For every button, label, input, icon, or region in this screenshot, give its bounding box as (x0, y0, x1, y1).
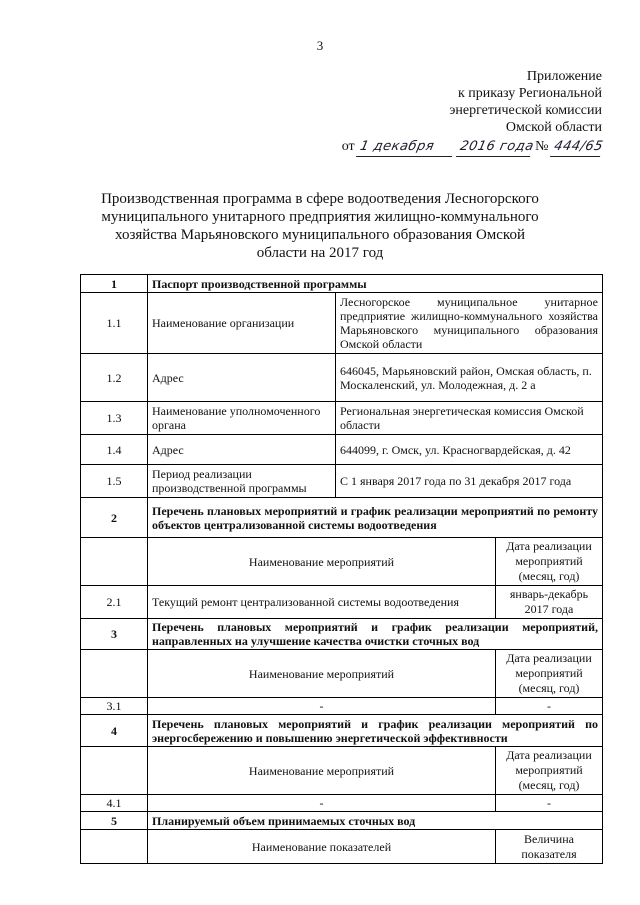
page-number: 3 (316, 38, 324, 53)
table-row (81, 402, 603, 435)
program-table (80, 274, 603, 864)
section-number: 3 (81, 619, 148, 650)
column-header-row (81, 830, 603, 864)
table-row (81, 465, 603, 498)
section-number: 2 (81, 498, 148, 538)
row-name: - (148, 795, 496, 812)
row-value: С 1 января 2017 года по 31 декабря 2017 года (336, 465, 603, 498)
column-header-name: Наименование мероприятий (148, 650, 496, 698)
appendix-line: к приказу Региональной (457, 86, 602, 101)
section-title: Перечень плановых мероприятий и график реализации мероприятий, направленных на улучшение качества очистки сточных вод (148, 619, 603, 650)
column-header-date: Дата реализации мероприятий (месяц, год) (496, 650, 603, 698)
table-row (81, 435, 603, 465)
row-number: 3.1 (81, 698, 148, 715)
table-row (81, 795, 603, 812)
column-header-row (81, 650, 603, 698)
section-header-row (81, 498, 603, 538)
appendix-line: энергетической комиссии (449, 103, 602, 118)
column-header-value: Величина показателя (496, 830, 603, 864)
row-label: Наименование организации (148, 293, 336, 354)
row-number: 1.5 (81, 465, 148, 498)
row-date: - (496, 698, 603, 715)
row-date: январь-декабрь 2017 года (496, 586, 603, 619)
row-date: - (496, 795, 603, 812)
empty-cell (81, 747, 148, 795)
row-label: Адрес (148, 435, 336, 465)
row-number: 1.4 (81, 435, 148, 465)
table-row (81, 698, 603, 715)
row-label: Адрес (148, 354, 336, 402)
column-header-name: Наименование показателей (148, 830, 496, 864)
empty-cell (81, 650, 148, 698)
handwritten-date: 1 декабря (356, 138, 456, 157)
table-row (81, 354, 603, 402)
appendix-line: Омской области (505, 120, 602, 135)
row-value: Региональная энергетическая комиссия Омской области (336, 402, 603, 435)
column-header-date: Дата реализации мероприятий (месяц, год) (496, 538, 603, 586)
row-number: 1.2 (81, 354, 148, 402)
section-number: 1 (81, 275, 148, 293)
table-row (81, 293, 603, 354)
row-number: 4.1 (81, 795, 148, 812)
order-prefix: от (341, 139, 355, 154)
section-title: Перечень плановых мероприятий и график реализации мероприятий по ремонту объектов централизованной системы водоотведения (148, 498, 603, 538)
row-value: 644099, г. Омск, ул. Красногвардейская, д. 42 (336, 435, 603, 465)
column-header-name: Наименование мероприятий (148, 538, 496, 586)
row-label: Период реализации производственной программы (148, 465, 336, 498)
column-header-date: Дата реализации мероприятий (месяц, год) (496, 747, 603, 795)
row-number: 1.3 (81, 402, 148, 435)
row-number: 2.1 (81, 586, 148, 619)
row-label: Наименование уполномоченного органа (148, 402, 336, 435)
section-title: Планируемый объем принимаемых сточных вод (148, 812, 603, 830)
document-title: Производственная программа в сфере водоотведения Лесногорского муниципального унитарного предприятия жилищно-коммунального хозяйства Марьяновского муниципального образования Омской области на 2017 год (101, 191, 539, 261)
empty-cell (81, 830, 148, 864)
appendix-block (449, 68, 602, 136)
section-title: Паспорт производственной программы (148, 275, 603, 293)
section-title: Перечень плановых мероприятий и график реализации мероприятий по энергосбережению и повышению энергетической эффективности (148, 715, 603, 747)
row-name: Текущий ремонт централизованной системы водоотведения (148, 586, 496, 619)
number-sign: № (535, 139, 549, 154)
column-header-name: Наименование мероприятий (148, 747, 496, 795)
row-value: 646045, Марьяновский район, Омская область, п. Москаленский, ул. Молодежная, д. 2 а (336, 354, 603, 402)
column-header-row (81, 747, 603, 795)
table-row (81, 586, 603, 619)
section-header-row (81, 275, 603, 293)
column-header-row (81, 538, 603, 586)
row-value: Лесногорское муниципальное унитарное предприятие жилищно-коммунального хозяйства Марьяновского муниципального образования Омской области (336, 293, 603, 354)
handwritten-number: 444/65 (550, 138, 604, 157)
section-header-row (81, 715, 603, 747)
section-number: 5 (81, 812, 148, 830)
section-number: 4 (81, 715, 148, 747)
order-date-line (341, 138, 605, 157)
empty-cell (81, 538, 148, 586)
section-header-row (81, 619, 603, 650)
section-header-row (81, 812, 603, 830)
row-number: 1.1 (81, 293, 148, 354)
appendix-line: Приложение (526, 69, 602, 84)
handwritten-year: 2016 года (456, 138, 534, 157)
row-name: - (148, 698, 496, 715)
